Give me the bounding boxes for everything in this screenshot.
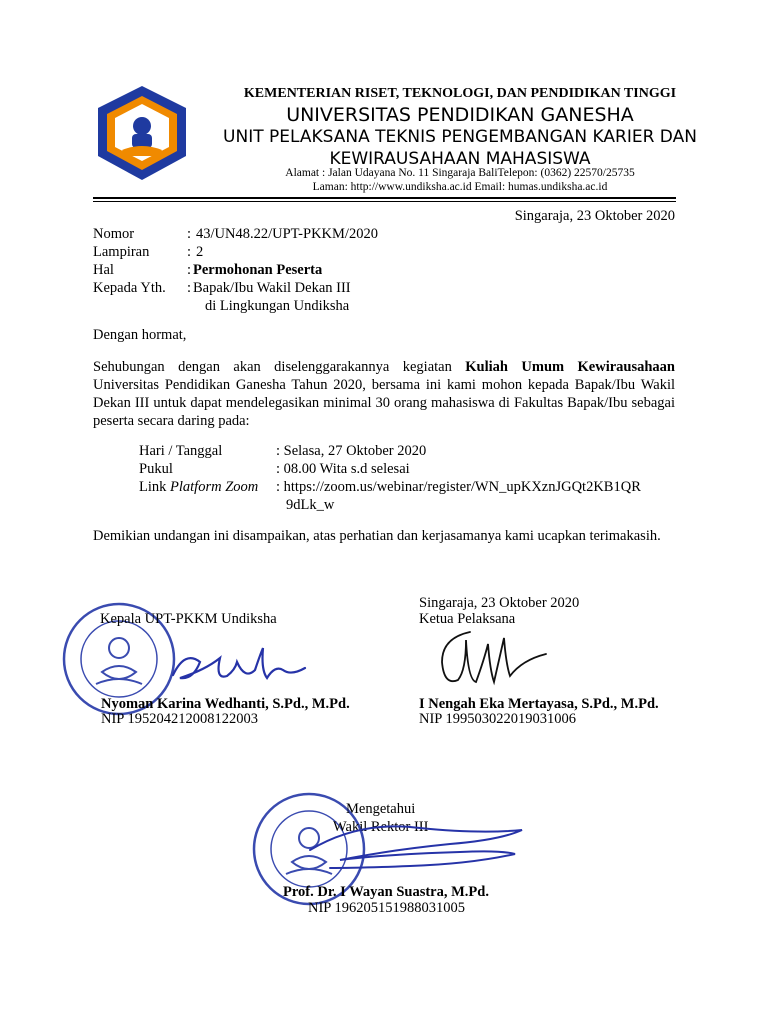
unit-name-line2: KEWIRAUSAHAAN MAHASISWA — [329, 149, 591, 169]
meta-kepada-value: Bapak/Ibu Wakil Dekan III — [193, 280, 351, 296]
signature-bottom — [300, 810, 530, 875]
sign-left-title: Kepala UPT-PKKM Undiksha — [100, 611, 277, 627]
university-name: UNIVERSITAS PENDIDIKAN GANESHA — [286, 104, 634, 126]
sign-bottom-line1: Mengetahui — [346, 801, 416, 817]
recipient-line2: di Lingkungan Undiksha — [205, 298, 350, 314]
detail-link-label — [139, 478, 258, 496]
zoom-link-line2[interactable]: 9dLk_w — [286, 497, 335, 513]
greeting: Dengan hormat, — [93, 327, 187, 343]
detail-link-label-prefix: Link — [139, 479, 171, 495]
detail-day-value: : Selasa, 27 Oktober 2020 — [276, 443, 427, 459]
sign-right-name: I Nengah Eka Mertayasa, S.Pd., M.Pd. — [419, 696, 659, 712]
sign-right-date: Singaraja, 23 Oktober 2020 — [419, 595, 580, 611]
letter-date: Singaraja, 23 Oktober 2020 — [514, 208, 675, 224]
meta-hal-label: Hal — [93, 262, 114, 278]
detail-time-value: : 08.00 Wita s.d selesai — [276, 461, 410, 477]
meta-hal-sep: : — [187, 262, 192, 278]
sign-left-name: Nyoman Karina Wedhanti, S.Pd., M.Pd. — [101, 696, 350, 712]
body-paragraph — [93, 358, 675, 430]
ministry-name: KEMENTERIAN RISET, TEKNOLOGI, DAN PENDIDIKAN TINGGI — [243, 86, 677, 101]
signature-left — [165, 640, 310, 690]
meta-kepada-sep: : — [187, 280, 192, 296]
signature-right — [430, 620, 550, 700]
detail-link-label-italic: Platform Zoom — [170, 479, 259, 495]
unit-name-line1: UNIT PELAKSANA TEKNIS PENGEMBANGAN KARIER DAN — [223, 127, 697, 147]
sign-bottom-title: Wakil Rektor III — [333, 819, 429, 835]
body-rest: Universitas Pendidikan Ganesha Tahun 2020, bersama ini kami mohon kepada Bapak/Ibu Wakil Dekan III untuk dapat mendelegasikan minimal 30 orang mahasiswa di Fakultas Bapak/Ibu sebagai peserta secara daring pada: — [93, 377, 675, 429]
meta-kepada-label: Kepada Yth. — [93, 280, 166, 296]
body-intro: Sehubungan dengan akan diselenggarakannya kegiatan — [93, 359, 466, 375]
meta-nomor-label: Nomor — [93, 226, 135, 242]
sign-left-nip: NIP 195204212008122003 — [101, 711, 258, 727]
address-line: Alamat : Jalan Udayana No. 11 Singaraja BaliTelepon: (0362) 22570/25735 — [285, 167, 635, 179]
meta-lampiran-sep: : — [187, 244, 192, 260]
sign-bottom-name: Prof. Dr. I Wayan Suastra, M.Pd. — [283, 884, 489, 900]
sign-bottom-nip: NIP 196205151988031005 — [308, 900, 465, 916]
sign-right-nip: NIP 199503022019031006 — [419, 711, 576, 727]
meta-hal-value: Permohonan Peserta — [193, 262, 323, 278]
detail-day-label: Hari / Tanggal — [139, 443, 223, 459]
zoom-link-line1[interactable]: : https://zoom.us/webinar/register/WN_upKXznJGQt2KB1QR — [276, 479, 641, 495]
meta-lampiran-value: 2 — [196, 244, 204, 260]
meta-lampiran-label: Lampiran — [93, 244, 150, 260]
meta-nomor-sep: : — [187, 226, 192, 242]
detail-time-label: Pukul — [139, 461, 173, 477]
meta-nomor-value: 43/UN48.22/UPT-PKKM/2020 — [196, 226, 378, 242]
event-name: Kuliah Umum Kewirausahaan — [465, 359, 675, 375]
header-rule-thick — [93, 197, 676, 199]
header-rule-thin — [93, 201, 676, 202]
web-email-line: Laman: http://www.undiksha.ac.id Email: humas.undiksha.ac.id — [312, 181, 608, 193]
closing-paragraph: Demikian undangan ini disampaikan, atas perhatian dan kerjasamanya kami ucapkan terimakasih. — [93, 528, 661, 544]
sign-right-title: Ketua Pelaksana — [419, 611, 516, 627]
